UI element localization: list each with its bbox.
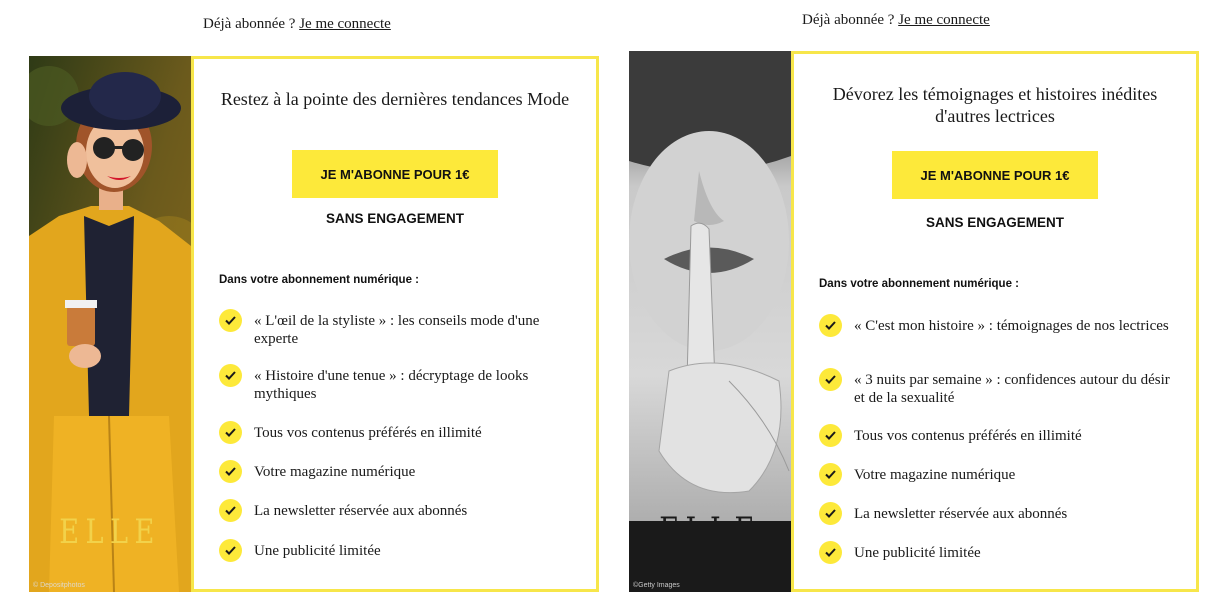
- benefit-text: La newsletter réservée aux abonnés: [254, 503, 468, 519]
- photo-credit: © Depositphotos: [33, 582, 85, 589]
- benefit-text: Tous vos contenus préférés en illimité: [254, 425, 482, 441]
- list-item: [219, 312, 576, 348]
- promo-photo: [629, 51, 791, 592]
- check-icon: [219, 539, 242, 562]
- list-item: [819, 317, 1176, 337]
- brand-logo: ELLE: [59, 512, 161, 552]
- benefit-text: « L'œil de la styliste » : les conseils mode d'une experte: [254, 313, 540, 347]
- check-icon: [219, 499, 242, 522]
- headline: Restez à la pointe des dernières tendances Mode: [220, 89, 570, 109]
- promo-photo: [29, 56, 191, 592]
- brand-logo: ELLE: [659, 510, 761, 550]
- offer-card: [191, 56, 599, 592]
- login-prompt: [203, 16, 391, 33]
- login-prompt-text: Déjà abonnée ?: [802, 12, 895, 28]
- list-item: [219, 367, 576, 403]
- login-prompt-text: Déjà abonnée ?: [203, 16, 296, 32]
- benefit-text: La newsletter réservée aux abonnés: [854, 506, 1068, 522]
- check-icon: [819, 368, 842, 391]
- check-icon: [219, 460, 242, 483]
- benefits-title: Dans votre abonnement numérique :: [219, 274, 420, 286]
- login-link[interactable]: Je me connecte: [898, 12, 990, 28]
- list-item: [219, 502, 576, 522]
- no-commitment-label: SANS ENGAGEMENT: [925, 215, 1064, 230]
- check-icon: [219, 421, 242, 444]
- check-icon: [819, 463, 842, 486]
- benefits-title: Dans votre abonnement numérique :: [819, 278, 1020, 290]
- benefit-text: Une publicité limitée: [254, 543, 381, 559]
- benefit-text: « Histoire d'une tenue » : décryptage de looks mythiques: [254, 368, 529, 402]
- headline: Dévorez les témoignages et histoires inédites d'autres lectrices: [832, 84, 1158, 126]
- check-icon: [819, 314, 842, 337]
- benefit-text: « 3 nuits par semaine » : confidences autour du désir et de la sexualité: [854, 372, 1170, 406]
- offer-panel-fashion: [29, 56, 599, 592]
- offer-panel-stories: [629, 51, 1199, 592]
- list-item: [819, 371, 1176, 407]
- list-item: [219, 542, 576, 562]
- check-icon: [819, 502, 842, 525]
- check-icon: [819, 541, 842, 564]
- check-icon: [219, 364, 242, 387]
- benefit-text: Tous vos contenus préférés en illimité: [854, 428, 1082, 444]
- list-item: [819, 427, 1176, 447]
- list-item: [819, 544, 1176, 564]
- login-prompt: [802, 12, 990, 29]
- subscribe-button[interactable]: JE M'ABONNE POUR 1€: [292, 150, 498, 198]
- list-item: [219, 463, 576, 483]
- benefit-text: Votre magazine numérique: [854, 467, 1016, 483]
- benefit-text: Une publicité limitée: [854, 545, 981, 561]
- offer-card: [791, 51, 1199, 592]
- login-link[interactable]: Je me connecte: [299, 16, 391, 32]
- list-item: [819, 505, 1176, 525]
- benefit-text: Votre magazine numérique: [254, 464, 416, 480]
- list-item: [819, 466, 1176, 486]
- benefit-text: « C'est mon histoire » : témoignages de nos lectrices: [854, 318, 1169, 334]
- photo-credit: ©Getty Images: [633, 582, 680, 589]
- subscribe-button[interactable]: JE M'ABONNE POUR 1€: [892, 151, 1098, 199]
- check-icon: [219, 309, 242, 332]
- check-icon: [819, 424, 842, 447]
- list-item: [219, 424, 576, 444]
- no-commitment-label: SANS ENGAGEMENT: [325, 211, 464, 226]
